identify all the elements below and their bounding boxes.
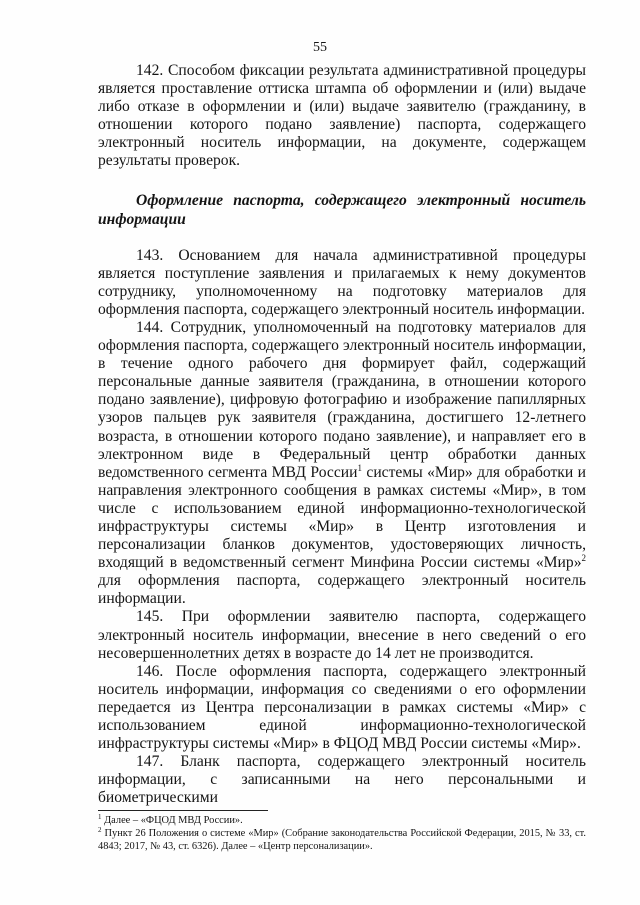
footnote-1-text: Далее – «ФЦОД МВД России». xyxy=(101,815,243,826)
paragraph-144 xyxy=(98,319,586,609)
footnote-ref-1: 1 xyxy=(357,462,362,473)
paragraph-144-part-1: 144. Сотрудник, уполномоченный на подготовку материалов для оформления паспорта, содержащего электронный носитель информации, в течение одного рабочего дня формирует файл, содержащий персональные данные заявителя (гражданина, в отношении которого подано заявление), цифровую фотографию и изображение папиллярных узоров пальцев рук заявителя (гражданина, достигшего 12-летнего возраста, в отношении которого подано заявление), и направляет его в электронном виде в Федеральный центр обработки данных ведомственного сегмента МВД России xyxy=(98,318,586,481)
footnote-2-number: 2 xyxy=(98,826,102,834)
footnote-1-number: 1 xyxy=(98,813,102,821)
footnote-2 xyxy=(98,827,586,853)
paragraph-147: 147. Бланк паспорта, содержащего электронный носитель информации, с записанными на него персональными и биометрическими xyxy=(98,753,586,807)
footnote-1 xyxy=(98,814,586,827)
paragraph-144-part-3: для оформления паспорта, содержащего электронный носитель информации. xyxy=(98,572,586,608)
paragraph-142: 142. Способом фиксации результата административной процедуры является проставление оттиска штампа об оформлении и (или) выдаче либо отказе в оформлении и (или) выдаче заявителю (гражданину, в отношении которого подано заявление) паспорта, содержащего электронный носитель информации, на документе, содержащем результаты проверок. xyxy=(98,62,586,170)
paragraph-145: 145. При оформлении заявителю паспорта, содержащего электронный носитель информации, внесение в него сведений о его несовершеннолетних детях в возрасте до 14 лет не производится. xyxy=(98,608,586,662)
footnote-separator xyxy=(98,810,268,811)
section-heading: Оформление паспорта, содержащего электронный носитель информации xyxy=(98,191,586,228)
paragraph-144-part-2: системы «Мир» для обработки и направления электронного сообщения в рамках системы «Мир», в том числе с использованием единой информационно-технологической инфраструктуры системы «Мир» в Центр изготовления и персонализации бланков документов, удостоверяющих личность, входящий в ведомственный сегмент Минфина России системы «Мир» xyxy=(98,463,586,572)
footnote-2-text: Пункт 26 Положения о системе «Мир» (Собрание законодательства Российской Федерации, 2015, № 33, ст. 4843; 2017, № 43, ст. 6326). Далее – «Центр персонализации». xyxy=(98,828,586,852)
paragraph-143: 143. Основанием для начала административной процедуры является поступление заявления и прилагаемых к нему документов сотруднику, уполномоченному на подготовку материалов для оформления паспорта, содержащего электронный носитель информации. xyxy=(98,246,586,318)
document-body xyxy=(98,62,586,807)
footnotes xyxy=(98,810,586,853)
page-number: 55 xyxy=(313,40,327,55)
footnote-ref-2: 2 xyxy=(581,553,586,564)
paragraph-146: 146. После оформления паспорта, содержащего электронный носитель информации, информация со сведениями о его оформлении передается из Центра персонализации в рамках системы «Мир» с использованием единой информационно-технологической инфраструктуры системы «Мир» в ФЦОД МВД России системы «Мир». xyxy=(98,662,586,753)
